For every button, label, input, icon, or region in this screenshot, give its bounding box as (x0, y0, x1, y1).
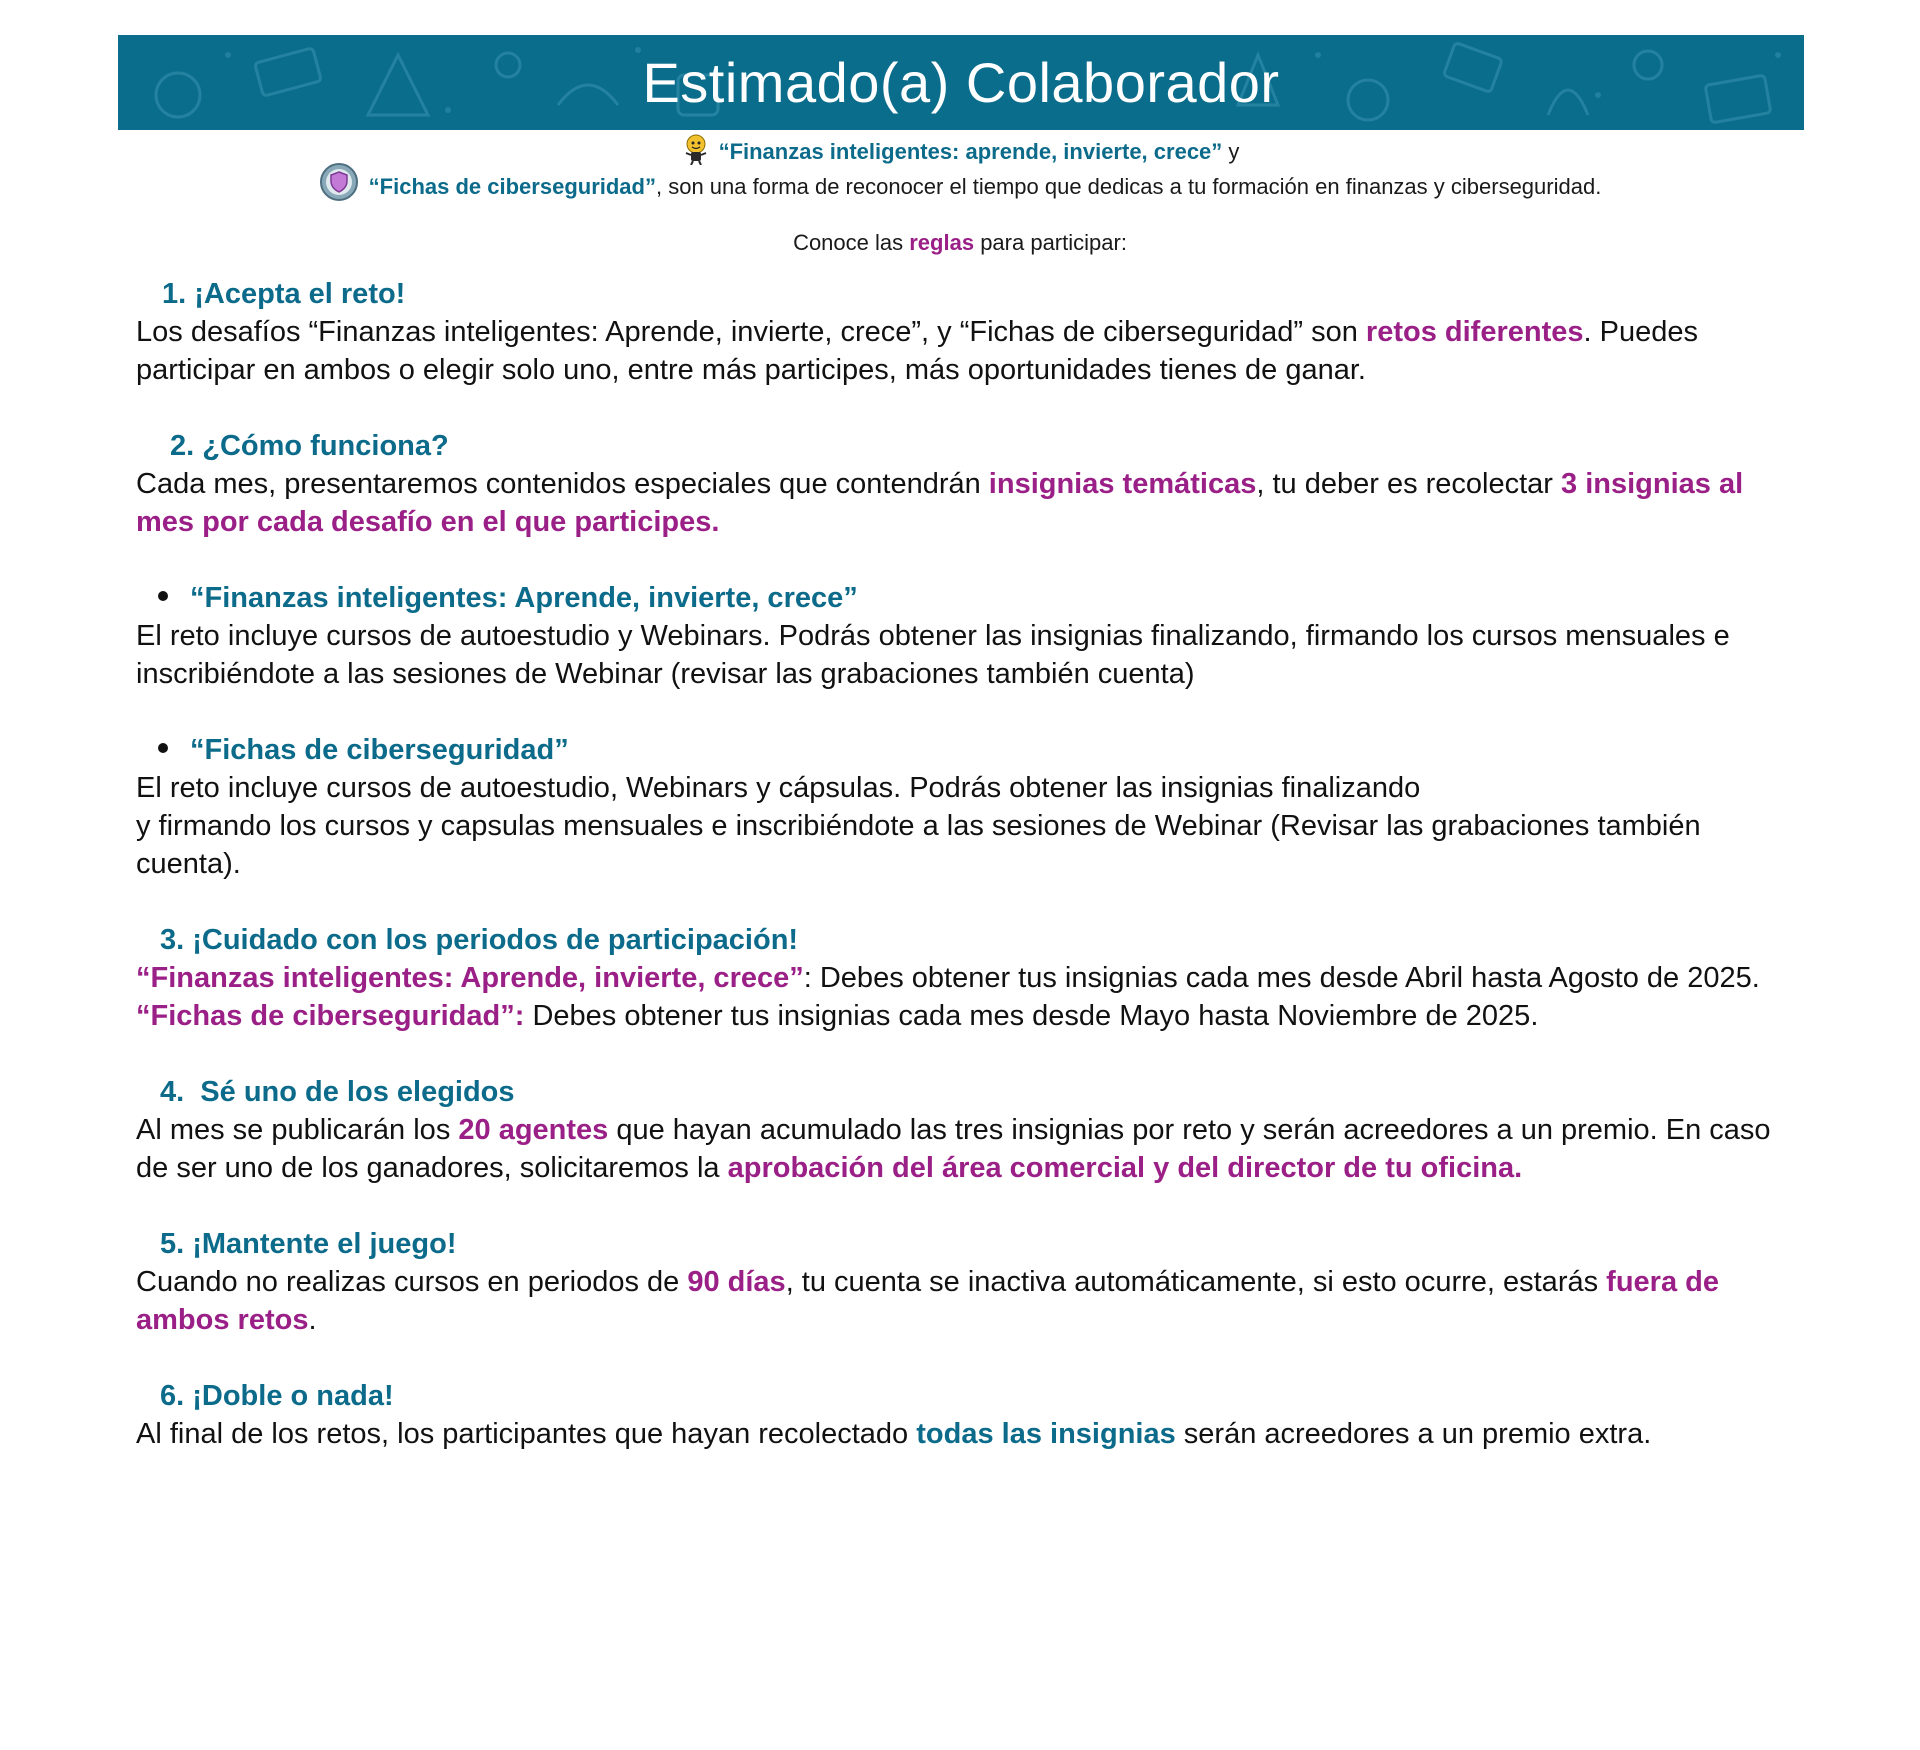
s3-bold-b: “Fichas de ciberseguridad”: (136, 1000, 525, 1032)
section-4-text (136, 1111, 1786, 1187)
s4-bold-b: aprobación del área comercial y del director de tu oficina. (727, 1152, 1523, 1184)
section-1-heading: 1. ¡Acepta el reto! (162, 278, 406, 310)
s2-text-b: , tu deber es recolectar (1256, 468, 1562, 500)
rules-keyword: reglas (909, 230, 975, 255)
s6-text-b: serán acreedores a un premio extra. (1175, 1418, 1652, 1450)
intro-line-2 (0, 168, 1920, 208)
bullet-finanzas (136, 579, 1786, 693)
rules-content (136, 275, 1786, 1491)
s5-text-a: Cuando no realizas cursos en periodos de (136, 1266, 688, 1298)
section-6-text (136, 1415, 1786, 1453)
s3-text-a: : Debes obtener tus insignias cada mes desde Abril hasta Agosto de 2025. (803, 962, 1760, 994)
s2-bold-b: 3 insignias al mes por cada desafío en el que participes. (136, 468, 1744, 538)
s4-bold-a: 20 agentes (458, 1114, 609, 1146)
bullet-finanzas-title (136, 579, 1786, 617)
section-1-text (136, 313, 1786, 389)
intro-line-2-tail: , son una forma de reconocer el tiempo que dedicas a tu formación en finanzas y ciberseguridad. (655, 173, 1602, 199)
s6-text-a: Al final de los retos, los participantes que hayan recolectado (136, 1418, 917, 1450)
rules-intro-pre: Conoce las (793, 230, 910, 255)
s1-text-a: Los desafíos “Finanzas inteligentes: Aprende, invierte, crece”, y “Fichas de ciberseguridad” son (136, 316, 1366, 348)
banner-title: Estimado(a) Colaborador (642, 51, 1280, 114)
section-3 (136, 921, 1786, 1035)
bullet-finanzas-label: “Finanzas inteligentes: Aprende, invierte, crece” (190, 582, 858, 614)
s5-text-c: . (308, 1304, 317, 1336)
section-2 (136, 427, 1786, 541)
section-5-heading: 5. ¡Mantente el juego! (160, 1228, 457, 1260)
section-5 (136, 1225, 1786, 1339)
s2-text-a: Cada mes, presentaremos contenidos especiales que contendrán (136, 468, 989, 500)
bullet-fichas-label: “Fichas de ciberseguridad” (190, 734, 569, 766)
rules-intro (0, 228, 1920, 258)
bullet-dot (158, 591, 168, 601)
header-banner (118, 35, 1804, 130)
mascot-icon (681, 133, 711, 165)
intro-line-1 (0, 137, 1920, 169)
section-3-heading: 3. ¡Cuidado con los periodos de participación! (160, 924, 799, 956)
s2-bold-a: insignias temáticas (988, 468, 1257, 500)
s3-text-b: Debes obtener tus insignias cada mes desde Mayo hasta Noviembre de 2025. (524, 1000, 1539, 1032)
section-2-heading: 2. ¿Cómo funciona? (170, 430, 449, 462)
section-2-text (136, 465, 1786, 541)
s5-bold-a: 90 días (687, 1266, 786, 1298)
section-6-heading: 6. ¡Doble o nada! (160, 1380, 394, 1412)
bullet-fichas-text-b: y firmando los cursos y capsulas mensuales e inscribiéndote a las sesiones de Webinar (Revisar las grabaciones también cuenta). (136, 810, 1701, 880)
section-4-heading: 4. Sé uno de los elegidos (160, 1076, 515, 1108)
s5-bold-b: fuera de ambos retos (136, 1266, 1719, 1336)
section-5-text (136, 1263, 1786, 1339)
bullet-dot (158, 743, 168, 753)
section-4 (136, 1073, 1786, 1187)
section-1 (136, 275, 1786, 389)
intro-finanzas-title: “Finanzas inteligentes: aprende, invierte, crece” (718, 139, 1223, 164)
s4-text-b: que hayan acumulado las tres insignias por reto y serán acreedores a un premio. En caso de ser uno de los ganadores, solicitaremos la (136, 1114, 1771, 1184)
intro-fichas-title: “Fichas de ciberseguridad” (368, 173, 656, 199)
bullet-fichas-text-a: El reto incluye cursos de autoestudio, Webinars y cápsulas. Podrás obtener las insignias finalizando (136, 772, 1421, 804)
s5-text-b: , tu cuenta se inactiva automáticamente, si esto ocurre, estarás (785, 1266, 1607, 1298)
rules-intro-post: para participar: (974, 230, 1127, 255)
bullet-finanzas-text: El reto incluye cursos de autoestudio y Webinars. Podrás obtener las insignias finalizando, firmando los cursos mensuales e inscribiéndote a las sesiones de Webinar (revisar las grabaciones también cuenta) (136, 620, 1730, 690)
s4-text-a: Al mes se publicarán los (136, 1114, 459, 1146)
section-6 (136, 1377, 1786, 1453)
section-3-fichas (136, 997, 1786, 1035)
intro-line-1-tail: y (1222, 139, 1240, 164)
s1-bold-a: retos diferentes (1365, 316, 1584, 348)
bullet-fichas (136, 731, 1786, 883)
s3-bold-a: “Finanzas inteligentes: Aprende, invierte, crece” (136, 962, 804, 994)
bullet-fichas-title (136, 731, 1786, 769)
section-3-finanzas (136, 959, 1786, 997)
s6-bold-a: todas las insignias (916, 1418, 1176, 1450)
s1-text-b: . Puedes participar en ambos o elegir solo uno, entre más participes, más oportunidades tienes de ganar. (136, 316, 1698, 386)
shield-badge-icon (319, 162, 359, 202)
